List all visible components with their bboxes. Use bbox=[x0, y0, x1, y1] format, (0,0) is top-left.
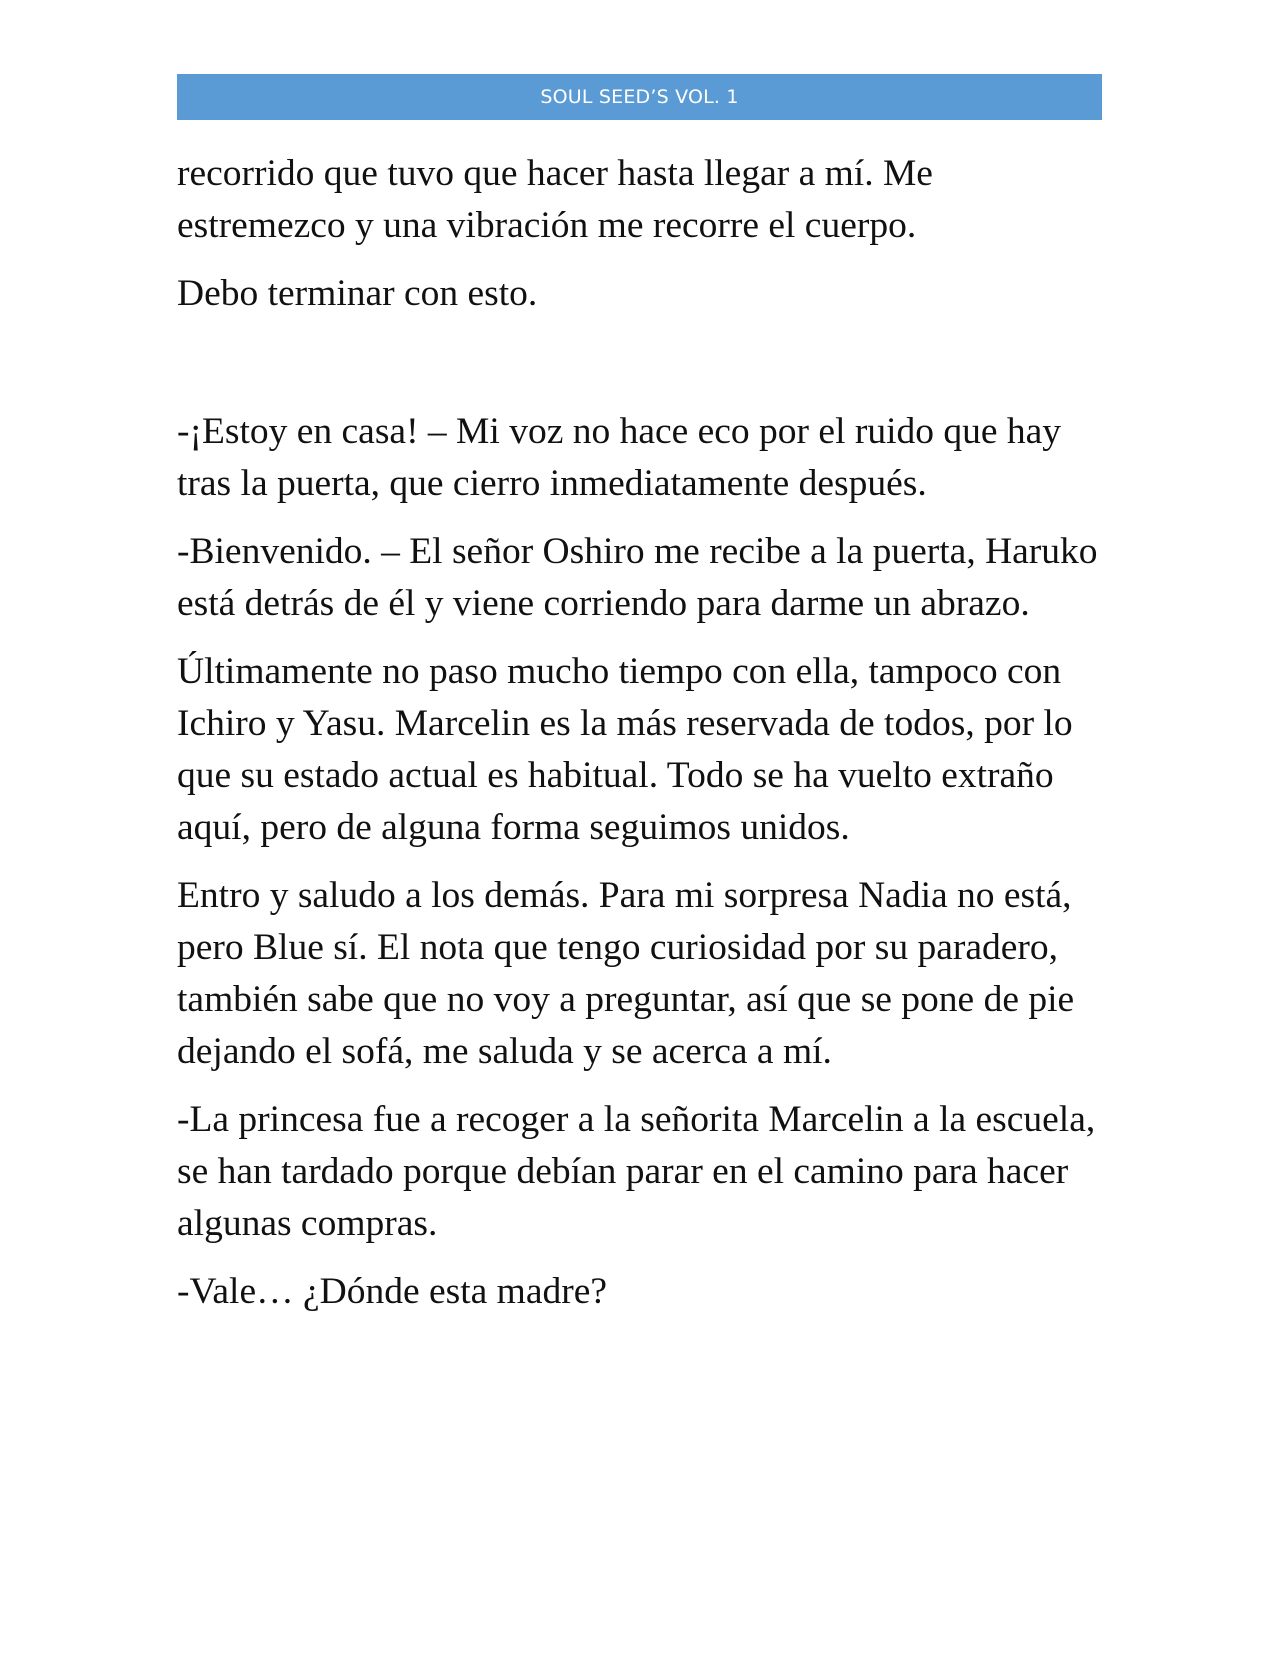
paragraph: -La princesa fue a recoger a la señorita Marcelin a la escuela, se han tardado porque debían parar en el camino para hacer algunas compras. bbox=[177, 1099, 1096, 1244]
paragraph: Entro y saludo a los demás. Para mi sorpresa Nadia no está, pero Blue sí. El nota que tengo curiosidad por su paradero, también sabe que no voy a preguntar, así que se pone de pie dejando el sofá, me saluda y se acerca a mí. bbox=[177, 875, 1075, 1072]
paragraph: -Bienvenido. – El señor Oshiro me recibe a la puerta, Haruko está detrás de él y viene corriendo para darme un abrazo. bbox=[177, 531, 1098, 624]
paragraph: -¡Estoy en casa! – Mi voz no hace eco por el ruido que hay tras la puerta, que cierro inmediatamente después. bbox=[177, 411, 1062, 504]
paragraph: recorrido que tuvo que hacer hasta llegar a mí. Me estremezco y una vibración me recorre el cuerpo. bbox=[177, 153, 933, 246]
paragraph: -Vale… ¿Dónde esta madre? bbox=[177, 1271, 608, 1312]
body-text bbox=[177, 148, 1102, 1334]
paragraph: Debo terminar con esto. bbox=[177, 273, 538, 314]
header-title: SOUL SEED’S VOL. 1 bbox=[540, 86, 739, 108]
running-header bbox=[177, 74, 1102, 120]
paragraph: Últimamente no paso mucho tiempo con ella, tampoco con Ichiro y Yasu. Marcelin es la más reservada de todos, por lo que su estado actual es habitual. Todo se ha vuelto extraño aquí, pero de alguna forma seguimos unidos. bbox=[177, 651, 1073, 848]
